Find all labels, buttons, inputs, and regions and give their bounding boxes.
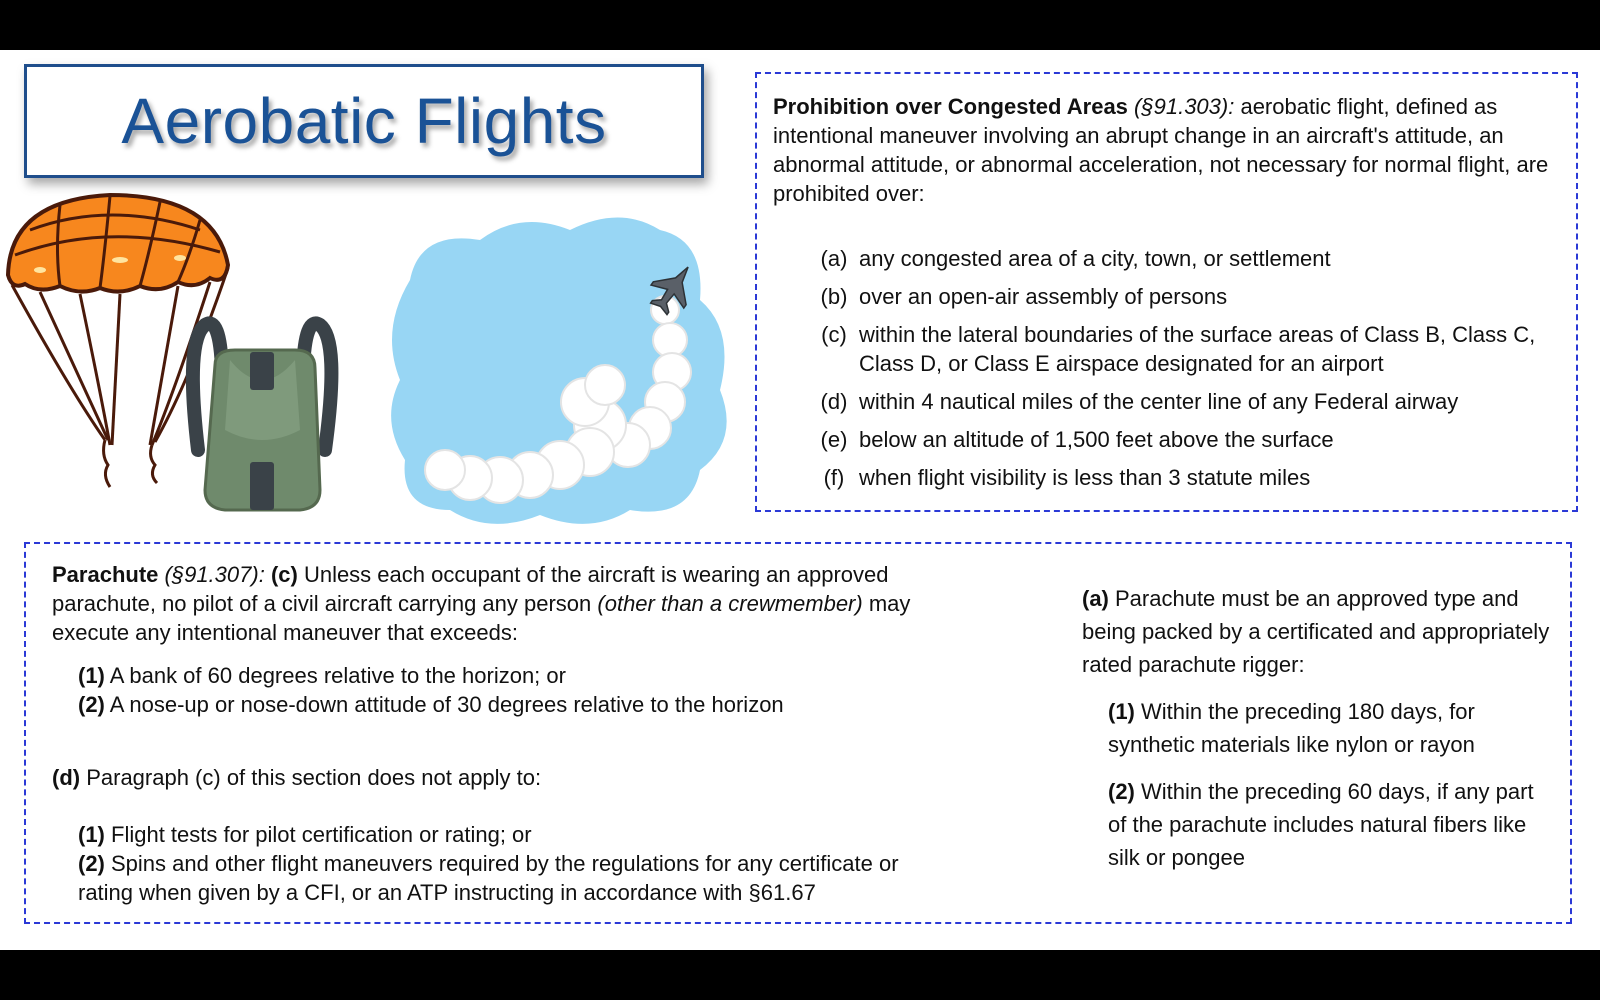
d-sublist	[52, 820, 952, 907]
c-text-2: may execute any intentional maneuver that exceeds:	[52, 591, 911, 645]
c-label: (c)	[270, 562, 298, 587]
item-number: (2)	[78, 851, 105, 876]
item-number: (2)	[1108, 779, 1135, 804]
prohibition-intro	[773, 92, 1560, 208]
prohibition-heading: Prohibition over Congested Areas	[773, 94, 1128, 119]
item-text: Within the preceding 180 days, for synthetic materials like nylon or rayon	[1108, 699, 1475, 757]
item-text: A bank of 60 degrees relative to the horizon; or	[104, 663, 566, 688]
item-number: (1)	[78, 663, 105, 688]
page-title: Aerobatic Flights	[121, 85, 607, 157]
item-letter: (e)	[820, 427, 848, 452]
a-label: (a)	[1082, 586, 1109, 611]
parachute-d-paragraph	[52, 763, 952, 792]
item-text: when flight visibility is less than 3 statute miles	[859, 465, 1311, 490]
list-item	[1108, 695, 1552, 761]
list-item	[809, 387, 1560, 416]
slide	[0, 50, 1600, 950]
letterbox-top	[0, 0, 1600, 50]
item-text: Within the preceding 60 days, if any part of the parachute includes natural fibers like silk or pongee	[1108, 779, 1534, 870]
list-item	[809, 320, 1560, 378]
item-letter: (d)	[820, 389, 848, 414]
c-sublist	[52, 661, 952, 719]
parachute-c-paragraph	[52, 560, 952, 647]
item-text: any congested area of a city, town, or settlement	[859, 246, 1331, 271]
list-item	[78, 849, 952, 907]
parachute-heading: Parachute	[52, 562, 159, 587]
parachute-left-column	[52, 560, 952, 907]
c-text-italic: (other than a crewmember)	[597, 591, 863, 616]
item-text: within 4 nautical miles of the center line of any Federal airway	[859, 389, 1459, 414]
item-letter: (f)	[823, 465, 845, 490]
parachute-box	[24, 542, 1572, 924]
list-item	[809, 425, 1560, 454]
item-text: below an altitude of 1,500 feet above the surface	[859, 427, 1334, 452]
parachute-ref: (§91.307):	[164, 562, 265, 587]
c-text-1: Unless each occupant of the aircraft is wearing an approved parachute, no pilot of a civil aircraft carrying any person	[52, 562, 889, 616]
letterbox-bottom	[0, 950, 1600, 1000]
item-text: A nose-up or nose-down attitude of 30 degrees relative to the horizon	[104, 692, 784, 717]
list-item	[78, 820, 952, 849]
item-text: Flight tests for pilot certification or rating; or	[104, 822, 532, 847]
list-item	[809, 244, 1560, 273]
list-item	[78, 661, 952, 690]
item-letter: (c)	[821, 322, 847, 347]
a-sublist	[1082, 695, 1552, 761]
item-letter: (b)	[820, 284, 848, 309]
a-text: Parachute must be an approved type and being packed by a certificated and appropriately rated parachute rigger:	[1082, 586, 1550, 677]
backpack-icon	[193, 323, 332, 510]
prohibition-list	[773, 244, 1560, 492]
item-number: (1)	[1108, 699, 1135, 724]
item-text: within the lateral boundaries of the surface areas of Class B, Class C, Class D, or Class E airspace designated for an airport	[859, 322, 1536, 376]
parachute-a-paragraph	[1082, 582, 1552, 681]
list-item	[78, 690, 952, 719]
a-sublist	[1082, 775, 1552, 874]
prohibition-text: aerobatic flight, defined as intentional maneuver involving an abrupt change in an aircraft's attitude, an abnormal attitude, or abnormal acceleration, not necessary for normal flight, are prohibited over:	[773, 94, 1549, 206]
d-label: (d)	[52, 765, 81, 790]
list-item	[809, 282, 1560, 311]
item-number: (2)	[78, 692, 105, 717]
prohibition-box	[755, 72, 1578, 512]
list-item	[809, 463, 1560, 492]
item-letter: (a)	[820, 246, 848, 271]
item-text: Spins and other flight maneuvers required by the regulations for any certificate or rating when given by a CFI, or an ATP instructing in accordance with §61.67	[78, 851, 899, 905]
title-box	[24, 64, 704, 178]
item-number: (1)	[78, 822, 105, 847]
parachute-right-column	[1082, 582, 1552, 874]
item-text: over an open-air assembly of persons	[859, 284, 1228, 309]
d-text: Paragraph (c) of this section does not apply to:	[80, 765, 542, 790]
list-item	[1108, 775, 1552, 874]
prohibition-ref: (§91.303):	[1134, 94, 1235, 119]
illustrations	[0, 190, 740, 535]
